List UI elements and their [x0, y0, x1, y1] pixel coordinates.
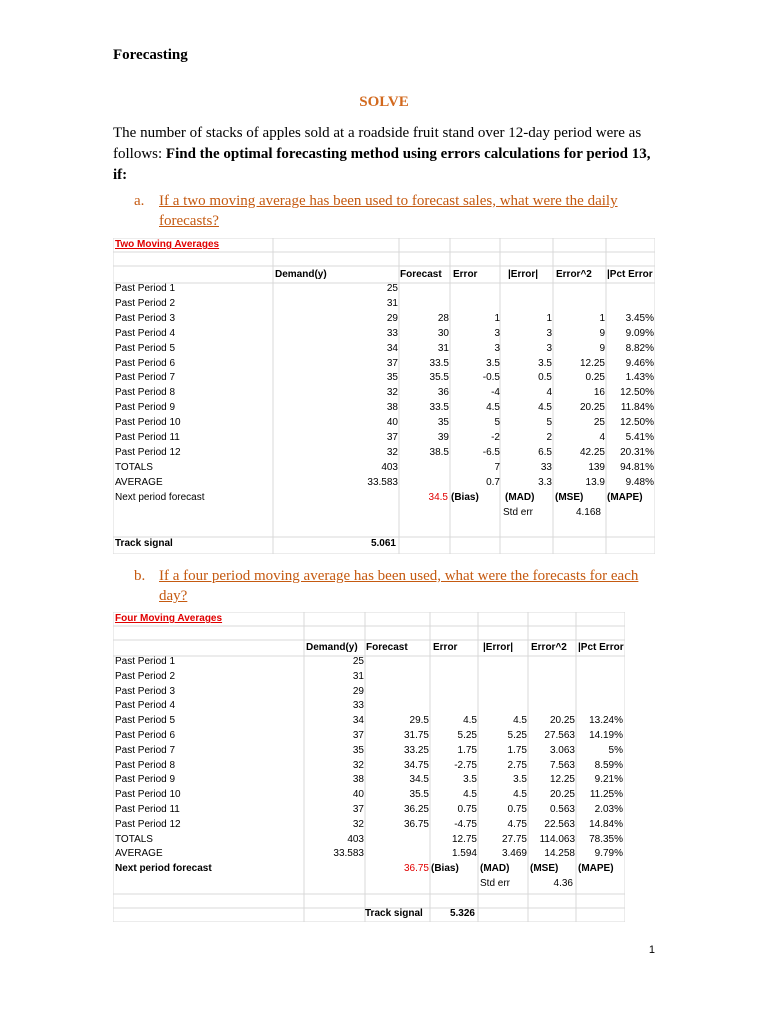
- table-cell: 7: [494, 461, 500, 473]
- table-cell: 5: [494, 417, 500, 429]
- row-label: Past Period 3: [115, 312, 176, 324]
- four-moving-averages-table: [113, 612, 625, 922]
- table-cell: 2.03%: [594, 804, 623, 815]
- table-cell: 13.24%: [589, 715, 623, 727]
- solve-heading: SOLVE: [359, 94, 409, 110]
- table-cell: -2.75: [454, 759, 477, 771]
- table-cell: 38: [352, 774, 364, 786]
- table-cell: 31.75: [403, 730, 429, 741]
- table-cell: 36: [437, 387, 449, 399]
- table-cell: 29: [386, 312, 398, 324]
- table-cell: 0.563: [549, 804, 575, 815]
- row-label: Past Period 9: [115, 402, 176, 414]
- mse-label: (MSE): [530, 863, 559, 875]
- problem-question: Find the optimal forecasting method using errors calculations for period 13, if:: [113, 146, 651, 183]
- document-heading: Forecasting: [113, 47, 188, 63]
- table-cell: 12.25: [579, 357, 605, 369]
- row-label: Past Period 8: [115, 759, 176, 771]
- row-label: TOTALS: [115, 461, 153, 473]
- table-cell: 5.41%: [625, 432, 654, 443]
- table-cell: 11.84%: [620, 402, 654, 414]
- mad-label: (MAD): [505, 491, 535, 503]
- std-err-value: 4.36: [553, 878, 573, 889]
- question-b: [134, 566, 654, 606]
- row-label: Past Period 5: [115, 342, 176, 354]
- column-header: Error^2: [556, 269, 592, 280]
- table-cell: 36.25: [403, 804, 429, 815]
- table-cell: 5.25: [507, 730, 527, 741]
- question-a-text: If a two moving average has been used to forecast sales, what were the daily forecasts?: [159, 193, 618, 229]
- table-cell: 33: [386, 327, 398, 339]
- table-cell: 16: [593, 387, 605, 399]
- track-signal-value: 5.061: [370, 538, 396, 549]
- column-header: |Pct Error: [607, 269, 653, 280]
- question-b-label: b.: [134, 568, 146, 584]
- table-cell: 4.5: [538, 402, 552, 414]
- table-cell: 4.5: [463, 715, 477, 727]
- table-cell: 14.84%: [589, 818, 623, 830]
- table-cell: 0.25: [585, 372, 605, 384]
- bias-label: (Bias): [451, 491, 479, 503]
- table-cell: 3.5: [538, 357, 552, 369]
- table-cell: 3.5: [463, 774, 477, 786]
- table-cell: 40: [352, 789, 364, 801]
- table-cell: 5: [546, 417, 552, 429]
- table-cell: 35: [386, 372, 398, 384]
- table-cell: 11.25%: [589, 789, 623, 801]
- problem-statement: [113, 123, 658, 186]
- column-header: Demand(y): [275, 269, 327, 280]
- row-label: Past Period 6: [115, 357, 176, 369]
- table-cell: 1.594: [451, 848, 477, 860]
- track-signal-value: 5.326: [449, 908, 475, 919]
- table-cell: 4: [546, 387, 552, 399]
- table-cell: 4.5: [463, 789, 477, 801]
- next-period-forecast: 34.5: [428, 491, 448, 503]
- table-cell: 14.258: [544, 848, 575, 860]
- table-cell: 33: [540, 461, 552, 473]
- table-cell: 6.5: [538, 446, 552, 458]
- table-cell: 9.48%: [625, 476, 654, 488]
- table-cell: 2.75: [507, 759, 527, 771]
- table-cell: 29: [352, 685, 364, 697]
- table-cell: 20.25: [549, 789, 575, 801]
- problem-text: The number of stacks of apples sold at a roadside fruit stand over 12-day period were as follows:: [113, 125, 642, 162]
- row-label: Past Period 12: [115, 446, 181, 458]
- std-err-label: Std err: [503, 506, 534, 518]
- mad-label: (MAD): [480, 863, 510, 875]
- table-cell: 33.5: [429, 357, 449, 369]
- table-cell: 35: [437, 417, 449, 429]
- table-cell: 40: [386, 417, 398, 429]
- table-cell: 3.45%: [625, 312, 654, 324]
- column-header: |Error|: [483, 642, 514, 653]
- table-cell: 8.82%: [625, 342, 654, 354]
- row-label: Past Period 6: [115, 730, 176, 741]
- table-cell: 37: [386, 432, 398, 443]
- table-cell: 42.25: [579, 446, 605, 458]
- table-cell: 25: [593, 417, 605, 429]
- row-label: TOTALS: [115, 833, 153, 845]
- row-label: Past Period 2: [115, 297, 176, 309]
- question-a: [134, 191, 654, 231]
- table-cell: 4.5: [513, 789, 527, 801]
- row-label: Past Period 9: [115, 774, 176, 786]
- two-moving-averages-table: [113, 238, 655, 554]
- row-label: Past Period 2: [115, 670, 176, 682]
- table-cell: 3.3: [538, 476, 552, 488]
- table-cell: 30: [437, 327, 449, 339]
- table-cell: 38: [386, 402, 398, 414]
- row-label: Past Period 10: [115, 417, 181, 429]
- std-err-value: 4.168: [575, 506, 601, 518]
- row-label: AVERAGE: [115, 848, 163, 860]
- table-cell: 35.5: [429, 372, 449, 384]
- table-cell: 20.25: [549, 715, 575, 727]
- table-cell: 3.063: [549, 744, 575, 756]
- row-label: AVERAGE: [115, 476, 163, 488]
- column-header: Error: [453, 269, 478, 280]
- table-cell: -4.75: [454, 818, 477, 830]
- table-cell: 7.563: [549, 759, 575, 771]
- table-cell: 1: [546, 312, 552, 324]
- row-label: Past Period 11: [115, 432, 180, 443]
- table-cell: 9.09%: [625, 327, 654, 339]
- table-cell: 4.75: [507, 818, 527, 830]
- table-cell: 9: [599, 327, 605, 339]
- row-label: Past Period 7: [115, 372, 176, 384]
- table-cell: 31: [352, 670, 364, 682]
- table-cell: 1.75: [507, 744, 527, 756]
- table-cell: 33: [352, 700, 364, 712]
- table-cell: 4.5: [513, 715, 527, 727]
- table-cell: 9: [599, 342, 605, 354]
- table-cell: 0.5: [538, 372, 552, 384]
- mape-label: (MAPE): [578, 863, 614, 875]
- row-label: Past Period 4: [115, 327, 176, 339]
- table-cell: 32: [386, 446, 398, 458]
- column-header: Error^2: [531, 642, 567, 653]
- next-period-label: Next period forecast: [115, 863, 212, 875]
- table-cell: 20.25: [579, 402, 605, 414]
- row-label: Past Period 8: [115, 387, 176, 399]
- table-cell: 3: [546, 342, 552, 354]
- row-label: Past Period 7: [115, 744, 176, 756]
- table-cell: 13.9: [585, 476, 605, 488]
- table-cell: 31: [386, 297, 398, 309]
- column-header: Demand(y): [306, 642, 358, 653]
- track-signal-label: Track signal: [365, 908, 423, 919]
- table-cell: 35.5: [409, 789, 429, 801]
- table-cell: 139: [588, 461, 605, 473]
- row-label: Past Period 1: [115, 283, 176, 294]
- table-cell: 28: [437, 312, 449, 324]
- table-cell: 8.59%: [594, 759, 623, 771]
- row-label: Past Period 1: [115, 656, 176, 667]
- table-cell: 12.25: [549, 774, 575, 786]
- table-cell: 25: [386, 283, 398, 294]
- table-cell: 37: [352, 804, 364, 815]
- table-cell: 3.5: [513, 774, 527, 786]
- table-cell: 33.583: [333, 848, 364, 860]
- table-cell: 1.43%: [625, 372, 654, 384]
- table-cell: 35: [352, 744, 364, 756]
- table-cell: 37: [352, 730, 364, 741]
- table-cell: 27.563: [544, 730, 575, 741]
- table-cell: 1: [599, 312, 605, 324]
- table-cell: 36.75: [403, 818, 429, 830]
- table-cell: 20.31%: [620, 446, 654, 458]
- table-cell: 22.563: [544, 818, 575, 830]
- question-a-label: a.: [134, 193, 145, 209]
- table-cell: 3: [494, 342, 500, 354]
- column-header: Error: [433, 642, 458, 653]
- table-cell: 0.75: [507, 804, 527, 815]
- table-cell: 33.583: [367, 476, 398, 488]
- table-cell: 9.21%: [594, 774, 623, 786]
- table-cell: 0.75: [457, 804, 477, 815]
- table-cell: 2: [546, 432, 552, 443]
- table-title: Two Moving Averages: [115, 239, 220, 250]
- table-cell: 25: [352, 656, 364, 667]
- mape-label: (MAPE): [607, 491, 643, 503]
- table-cell: 3: [494, 327, 500, 339]
- table-cell: 94.81%: [620, 461, 654, 473]
- table-cell: 34: [386, 342, 398, 354]
- table-cell: 12.75: [451, 833, 477, 845]
- table-cell: 4.5: [486, 402, 500, 414]
- row-label: Past Period 10: [115, 789, 181, 801]
- table-cell: 78.35%: [589, 833, 623, 845]
- column-header: |Error|: [508, 269, 539, 280]
- table-cell: 34: [352, 715, 364, 727]
- std-err-label: Std err: [480, 878, 511, 889]
- table-title: Four Moving Averages: [115, 613, 223, 624]
- next-period-label: Next period forecast: [115, 491, 205, 503]
- page-number: 1: [648, 944, 655, 956]
- table-cell: 4: [599, 432, 605, 443]
- table-cell: 403: [347, 833, 364, 845]
- table-cell: 33.5: [429, 402, 449, 414]
- next-period-forecast: 36.75: [403, 863, 429, 875]
- table-cell: 32: [386, 387, 398, 399]
- table-cell: 32: [352, 818, 364, 830]
- bias-label: (Bias): [431, 863, 459, 875]
- table-cell: 5.25: [457, 730, 477, 741]
- table-cell: 1: [494, 312, 500, 324]
- table-cell: -2: [491, 432, 500, 443]
- table-cell: 31: [437, 342, 449, 354]
- table-cell: 34.75: [403, 759, 429, 771]
- table-cell: 32: [352, 759, 364, 771]
- table-cell: -6.5: [482, 446, 500, 458]
- table-cell: 5%: [608, 744, 623, 756]
- table-cell: 39: [437, 432, 449, 443]
- table-cell: 1.75: [457, 744, 477, 756]
- row-label: Past Period 5: [115, 715, 176, 727]
- question-b-text: If a four period moving average has been used, what were the forecasts for each day?: [159, 568, 639, 604]
- table-cell: 38.5: [429, 446, 449, 458]
- table-cell: 14.19%: [589, 730, 623, 741]
- table-cell: 114.063: [539, 833, 575, 845]
- table-cell: 3: [546, 327, 552, 339]
- table-cell: 3.469: [501, 848, 527, 860]
- row-label: Past Period 11: [115, 804, 180, 815]
- table-cell: 29.5: [409, 715, 429, 727]
- table-cell: 34.5: [409, 774, 429, 786]
- mse-label: (MSE): [555, 491, 584, 503]
- row-label: Past Period 12: [115, 818, 181, 830]
- column-header: |Pct Error: [578, 642, 624, 653]
- table-cell: 403: [381, 461, 398, 473]
- table-cell: 0.7: [486, 476, 500, 488]
- column-header: Forecast: [366, 642, 408, 653]
- table-cell: 9.46%: [625, 357, 654, 369]
- table-cell: 33.25: [403, 744, 429, 756]
- row-label: Past Period 4: [115, 700, 176, 712]
- table-cell: 3.5: [486, 357, 500, 369]
- table-cell: 12.50%: [620, 387, 654, 399]
- column-header: Forecast: [400, 269, 442, 280]
- row-label: Past Period 3: [115, 685, 176, 697]
- table-cell: 9.79%: [594, 848, 623, 860]
- table-cell: 27.75: [501, 833, 527, 845]
- track-signal-label: Track signal: [115, 538, 173, 549]
- table-cell: 37: [386, 357, 398, 369]
- table-cell: -4: [491, 387, 500, 399]
- table-cell: 12.50%: [620, 417, 654, 429]
- table-cell: -0.5: [482, 372, 500, 384]
